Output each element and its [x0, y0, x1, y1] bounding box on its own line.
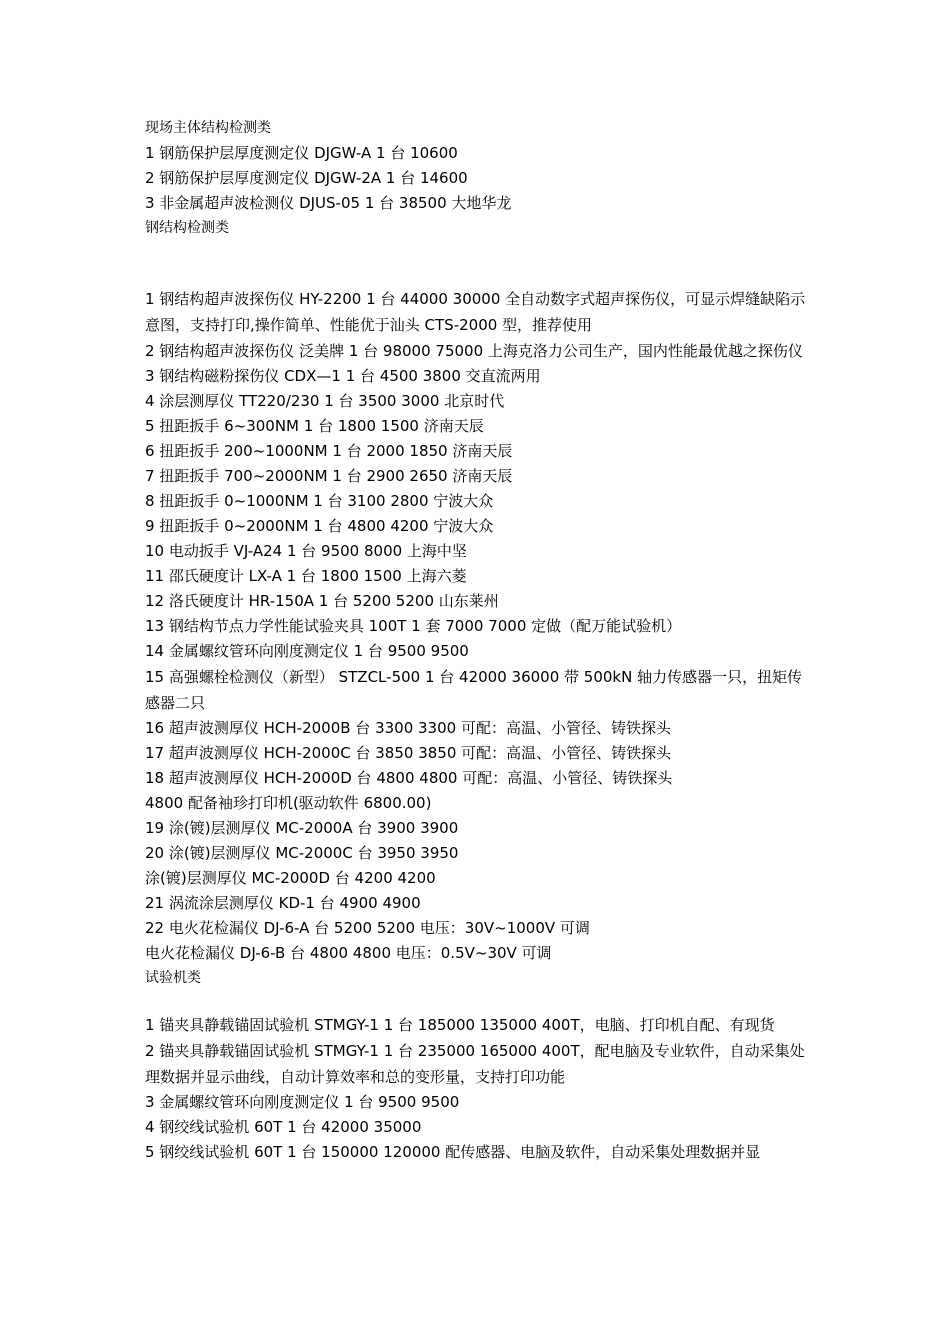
- section-heading: 现场主体结构检测类: [145, 120, 271, 136]
- list-item: 7 扭距扳手 700~2000NM 1 台 2900 2650 济南天辰: [145, 467, 513, 485]
- list-item: 11 邵氏硬度计 LX-A 1 台 1800 1500 上海六菱: [145, 567, 467, 585]
- list-item: 12 洛氏硬度计 HR-150A 1 台 5200 5200 山东莱州: [145, 592, 499, 610]
- section-heading: 试验机类: [145, 970, 201, 986]
- list-item: 1 钢筋保护层厚度测定仪 DJGW-A 1 台 10600: [145, 144, 458, 162]
- list-item: 8 扭距扳手 0~1000NM 1 台 3100 2800 宁波大众: [145, 492, 494, 510]
- spacer: [145, 991, 810, 1012]
- list-item: 2 钢结构超声波探伤仪 泛美牌 1 台 98000 75000 上海克洛力公司生产，国内性能最优越之探伤仪: [145, 342, 803, 360]
- list-item: 5 扭距扳手 6~300NM 1 台 1800 1500 济南天辰: [145, 417, 484, 435]
- list-item: 19 涂(镀)层测厚仪 MC-2000A 台 3900 3900: [145, 819, 459, 837]
- list-item: 3 钢结构磁粉探伤仪 CDX—1 1 台 4500 3800 交直流两用: [145, 367, 541, 385]
- document-page: [145, 116, 810, 1165]
- list-item: 涂(镀)层测厚仪 MC-2000D 台 4200 4200: [145, 869, 436, 887]
- list-item: 22 电火花检漏仪 DJ-6-A 台 5200 5200 电压：30V~1000V 可调: [145, 919, 590, 937]
- list-item: 15 高强螺栓检测仪（新型） STZCL-500 1 台 42000 36000 带 500kN 轴力传感器一只，扭矩传感器二只: [145, 668, 803, 712]
- list-item: 18 超声波测厚仪 HCH-2000D 台 4800 4800 可配：高温、小管径、铸铁探头: [145, 769, 673, 787]
- list-item: 1 钢结构超声波探伤仪 HY-2200 1 台 44000 30000 全自动数字式超声探伤仪，可显示焊缝缺陷示意图，支持打印,操作简单、性能优于汕头 CTS-2000 型，推荐使用: [145, 290, 806, 334]
- list-item: 13 钢结构节点力学性能试验夹具 100T 1 套 7000 7000 定做（配万能试验机）: [145, 617, 682, 635]
- list-item: 1 锚夹具静载锚固试验机 STMGY-1 1 台 185000 135000 400T，电脑、打印机自配、有现货: [145, 1016, 775, 1034]
- list-item: 10 电动扳手 VJ-A24 1 台 9500 8000 上海中坚: [145, 542, 467, 560]
- spacer: [145, 241, 810, 286]
- list-item: 17 超声波测厚仪 HCH-2000C 台 3850 3850 可配：高温、小管径、铸铁探头: [145, 744, 672, 762]
- list-item: 6 扭距扳手 200~1000NM 1 台 2000 1850 济南天辰: [145, 442, 513, 460]
- list-item: 4800 配备袖珍打印机(驱动软件 6800.00): [145, 794, 432, 812]
- list-item: 20 涂(镀)层测厚仪 MC-2000C 台 3950 3950: [145, 844, 459, 862]
- list-item: 4 钢绞线试验机 60T 1 台 42000 35000: [145, 1118, 422, 1136]
- section-heading: 钢结构检测类: [145, 220, 229, 236]
- list-item: 9 扭距扳手 0~2000NM 1 台 4800 4200 宁波大众: [145, 517, 494, 535]
- list-item: 2 锚夹具静载锚固试验机 STMGY-1 1 台 235000 165000 400T，配电脑及专业软件，自动采集处理数据并显示曲线，自动计算效率和总的变形量，支持打印功能: [145, 1042, 805, 1086]
- list-item: 电火花检漏仪 DJ-6-B 台 4800 4800 电压：0.5V~30V 可调: [145, 944, 552, 962]
- list-item: 16 超声波测厚仪 HCH-2000B 台 3300 3300 可配：高温、小管径、铸铁探头: [145, 719, 671, 737]
- list-item: 2 钢筋保护层厚度测定仪 DJGW-2A 1 台 14600: [145, 169, 468, 187]
- list-item: 4 涂层测厚仪 TT220/230 1 台 3500 3000 北京时代: [145, 392, 505, 410]
- list-item: 3 金属螺纹管环向刚度测定仪 1 台 9500 9500: [145, 1093, 460, 1111]
- list-item: 5 钢绞线试验机 60T 1 台 150000 120000 配传感器、电脑及软件，自动采集处理数据并显: [145, 1143, 761, 1161]
- list-item: 3 非金属超声波检测仪 DJUS-05 1 台 38500 大地华龙: [145, 194, 512, 212]
- list-item: 14 金属螺纹管环向刚度测定仪 1 台 9500 9500: [145, 642, 469, 660]
- list-item: 21 涡流涂层测厚仪 KD-1 台 4900 4900: [145, 894, 421, 912]
